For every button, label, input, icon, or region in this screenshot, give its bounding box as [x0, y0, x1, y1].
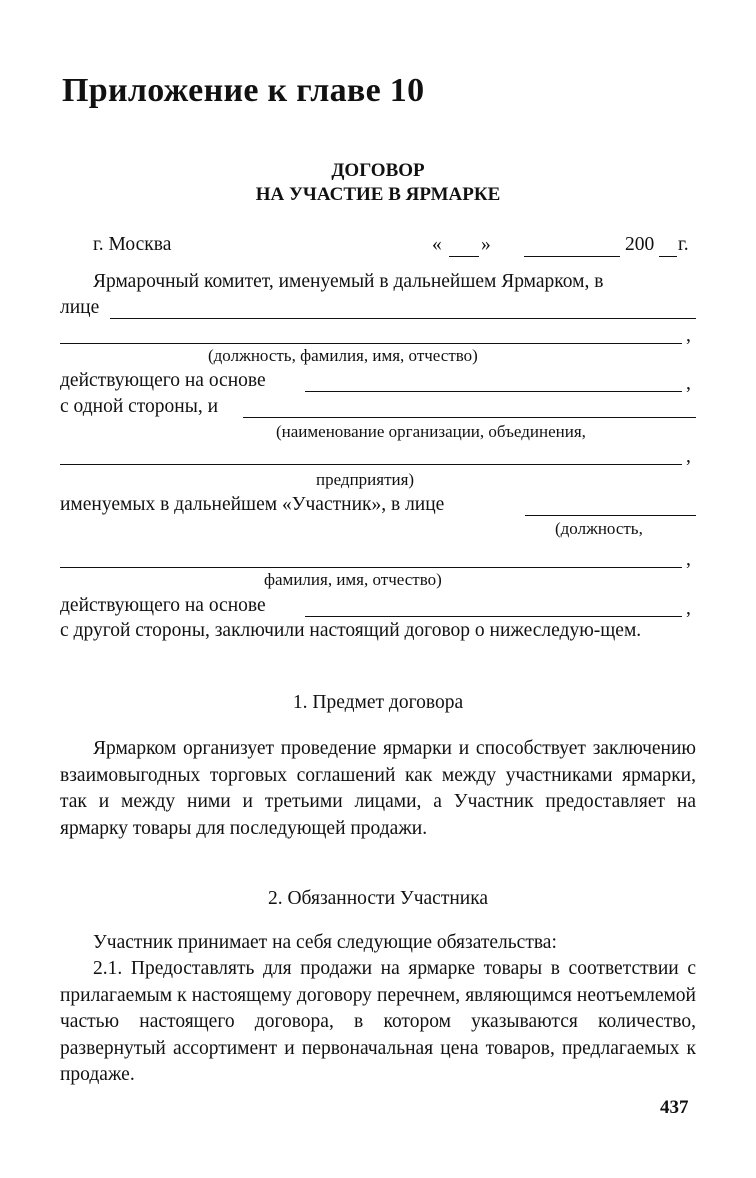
day-blank	[449, 256, 479, 257]
other-side-paragraph: с другой стороны, заключили настоящий договор о нижеследую-щем.	[60, 620, 642, 641]
basis-blank-1	[305, 391, 682, 392]
page-number: 437	[660, 1097, 689, 1118]
comma: ,	[686, 373, 691, 394]
comma: ,	[686, 549, 691, 570]
comma: ,	[686, 325, 691, 346]
committee-line: Ярмарочный комитет, именуемый в дальнейшем Ярмарком, в	[93, 271, 604, 292]
document-subtitle: НА УЧАСТИЕ В ЯРМАРКЕ	[255, 184, 501, 205]
city: г. Москва	[93, 234, 172, 255]
caption-person: (должность, фамилия, имя, отчество)	[208, 346, 478, 365]
comma: ,	[686, 598, 691, 619]
section-2-heading: 2. Обязанности Участника	[267, 888, 489, 909]
date-open-quote: «	[432, 234, 442, 255]
month-blank	[524, 256, 620, 257]
participant-person-blank-2	[60, 567, 682, 568]
section-1-text: Ярмарком организует проведение ярмарки и способствует заключению взаимовыгодных торговых соглашений как между участниками ярмарки, так и между ними и третьими лицами, а Участник предоставляет на ярмарку товары для последующей продажи.	[60, 738, 696, 839]
caption-fullname: фамилия, имя, отчество)	[264, 570, 442, 589]
date-close-quote: »	[481, 234, 491, 255]
caption-enterprise: предприятия)	[316, 470, 415, 489]
participant-person-blank-1	[525, 515, 696, 516]
section-1-heading: 1. Предмет договора	[292, 692, 464, 713]
year-suffix: г.	[678, 234, 689, 255]
acting-on-basis-1: действующего на основе	[60, 370, 266, 391]
acting-on-basis-2: действующего на основе	[60, 595, 266, 616]
named-participant: именуемых в дальнейшем «Участник», в лице	[60, 494, 445, 515]
year-prefix: 200	[625, 234, 655, 255]
person-blank-2	[60, 343, 682, 344]
section-2-intro: Участник принимает на себя следующие обязательства:	[93, 932, 557, 953]
comma: ,	[686, 446, 691, 467]
basis-blank-2	[305, 616, 682, 617]
person-blank-1	[110, 318, 696, 319]
chapter-title: Приложение к главе 10	[62, 72, 425, 109]
year-blank	[659, 256, 677, 257]
caption-position: (должность,	[555, 519, 643, 538]
org-blank-2	[60, 464, 682, 465]
org-blank-1	[243, 417, 696, 418]
caption-org: (наименование организации, объединения,	[276, 422, 586, 441]
one-side: с одной стороны, и	[60, 396, 219, 417]
document-title: ДОГОВОР	[331, 160, 425, 181]
face-label: лице	[60, 297, 100, 318]
section-2-item-2-1: 2.1. Предоставлять для продажи на ярмарке товары в соответствии с прилагаемым к настоящему договору перечнем, являющимся неотъемлемой частью настоящего договора, в котором указываются количество, развернутый ассортимент и первоначальная цена товаров, предлагаемых к продаже.	[60, 958, 696, 1085]
